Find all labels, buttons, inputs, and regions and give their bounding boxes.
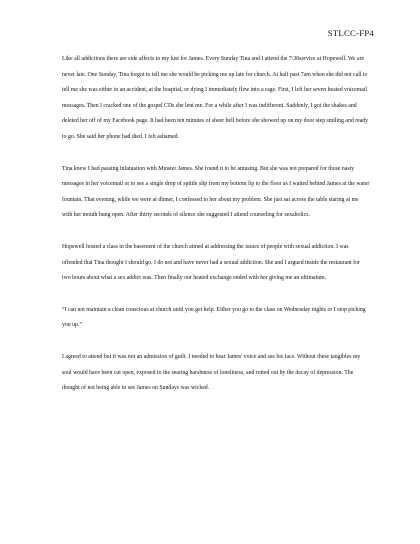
- paragraph-4-quote: “I can not maintain a clean conscious at church until you get help. Either you go to the class on Wednesday nights or I stop picking you up.”: [62, 306, 366, 329]
- paragraph-2: Tina knew I had passing infatuation with Minster James. She found it to be amusing. But she was not prepared for those nasty messages in her voicemail or to see a single drop of spittle slip from my bottom lip to the floor as I waited behind James at the water fountain. That evening, while we were at dinner, I confessed to her about my problem. She just sat across the table staring at me with her mouth hung open. After thirty seconds of silence she suggested I attend counseling for sexaholics.: [62, 165, 370, 219]
- paragraph-3: Hopewell hosted a class in the basement of the church aimed at addressing the issues of people with sexual addiction. I was offended that Tina thought I should go. I do not and have never had a sexual addiction. She and I argued inside the restaurant for two hours about what a sex addict was. Then finally our heated exchange ended with her giving me an ultimatum.: [62, 243, 360, 282]
- paragraph-1: Like all addictions there are side affects to my lust for James. Every Sunday Tina and I attend the 7:30service at Hopewell. We are never late. One Sunday, Tina forgot to tell me she would be picking me up late for church. At half past 7am when she did not call to tell me she was either in an accident, at the hospital, or dying I immediately flew into a rage. First, I left her seven heated voicemail messages. Then I cracked one of the gospel CDs she lent me. For a while after I was indifferent. Suddenly, I got the shakes and deleted her off of my Facebook page. It had been ten minutes of sheer hell before she showed up on my door step smiling and ready to go. She said her phone had died. I felt ashamed.: [62, 56, 369, 140]
- paragraph-5: I agreed to attend but it was not an admission of guilt. I needed to hear James' voice and see his face. Without these tangibles my soul would have been cut open, exposed to the searing harshness of loneliness, and rotted out by the decay of depression. The thought of not being able to see James on Sundays was wicked.: [62, 353, 361, 392]
- running-head: STLCC-FP4: [327, 28, 374, 38]
